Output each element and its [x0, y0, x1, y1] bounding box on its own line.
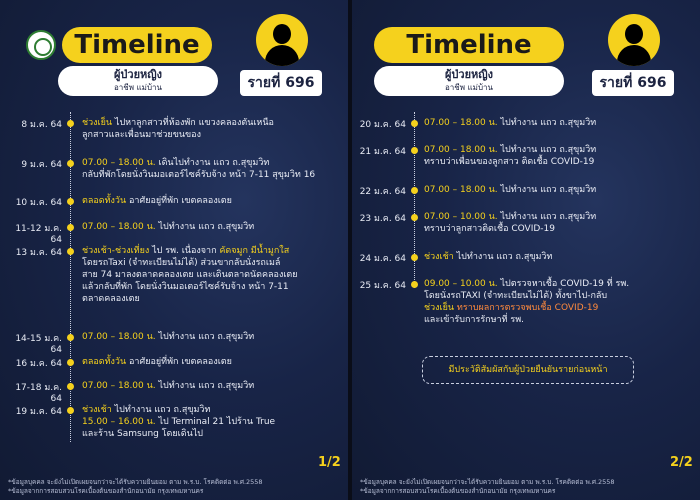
entry-date: 13 ม.ค. 64 [15, 248, 62, 258]
page-number: 1/2 [318, 455, 341, 470]
entry-date: 14-15 ม.ค. 64 [15, 334, 62, 355]
timeline-dot-icon [67, 334, 74, 341]
entry-text: 07.00 – 18.00 น. ไปทำงาน แถว ถ.สุขุมวิท [82, 381, 255, 391]
entry-text: 07.00 – 18.00 น. ไปทำงาน แถว ถ.สุขุมวิท [82, 332, 255, 342]
timeline-dot-icon [411, 120, 418, 127]
timeline-panel-2 [352, 0, 700, 500]
timeline-dot-icon [67, 407, 74, 414]
case-number: รายที่ 696 [240, 70, 322, 96]
footnote: *ข้อมูลบุคคล จะยังไม่เปิดเผยจนกว่าจะได้รับความยินยอม ตาม พ.ร.บ. โรคติดต่อ พ.ศ.2558 *ข้อมูลจากการสอบสวนโรคเบื้องต้นของสำนักอนามัย กรุงเทพมหานคร [360, 478, 615, 495]
entry-text: 07.00 – 18.00 น. ไปทำงาน แถว ถ.สุขุมวิท [82, 222, 255, 232]
patient-info [374, 66, 564, 96]
timeline-dot-icon [411, 254, 418, 261]
patient-occupation: อาชีพ แม่บ้าน [444, 83, 493, 92]
bangkok-seal-logo [26, 30, 56, 60]
entry-text: ช่วงเช้า ไปทำงาน แถว ถ.สุขุมวิท 15.00 – 16.00 น. ไป Terminal 21 ไปร้าน True และร้าน Samsung โดยเดินไป [82, 405, 276, 439]
case-number: รายที่ 696 [592, 70, 674, 96]
timeline-title: Timeline [62, 27, 212, 63]
entry-text: ช่วงเช้า-ช่วงเที่ยง ไป รพ. เนื่องจาก คัดจมูก มีน้ำมูกใส โดยรถTaxi (จำทะเบียนไม่ได้) ส่วนขากลับนั่งรถเมล์ สาย 74 มาลงตลาดคลองเตย และเดินตลาดนัดคลองเตย แล้วกลับที่พัก โดยนั่งวินมอเตอร์ไซค์รับจ้าง หน้า 7-11 ตลาดคลองเตย [82, 246, 298, 304]
entry-date: 20 ม.ค. 64 [359, 120, 406, 130]
entry-date: 22 ม.ค. 64 [359, 187, 406, 197]
entry-date: 23 ม.ค. 64 [359, 214, 406, 224]
entry-text: ตลอดทั้งวัน อาศัยอยู่ที่พัก เขตคลองเตย [82, 357, 232, 367]
patient-gender: ผู้ป่วยหญิง [444, 68, 494, 81]
timeline-line [414, 112, 415, 288]
patient-occupation: อาชีพ แม่บ้าน [113, 83, 162, 92]
timeline-panel-1 [0, 0, 348, 500]
timeline-dot-icon [67, 160, 74, 167]
timeline-dot-icon [411, 281, 418, 288]
entry-date: 8 ม.ค. 64 [21, 120, 62, 130]
entry-text: ตลอดทั้งวัน อาศัยอยู่ที่พัก เขตคลองเตย [82, 196, 232, 206]
person-silhouette-icon [608, 14, 660, 66]
timeline-dot-icon [411, 214, 418, 221]
timeline-dot-icon [67, 120, 74, 127]
timeline-dot-icon [67, 359, 74, 366]
entry-date: 11-12 ม.ค. 64 [15, 224, 62, 245]
contact-history-note: มีประวัติสัมผัสกับผู้ป่วยยืนยันรายก่อนหน้า [422, 356, 634, 384]
entry-text: ช่วงเย็น ไปหาลูกสาวที่ห้องพัก แขวงคลองตันเหนือ ลูกสาวและเพื่อนมาช่วยขนของ [82, 118, 274, 140]
timeline-dot-icon [67, 248, 74, 255]
entry-date: 17-18 ม.ค. 64 [15, 383, 62, 404]
entry-text: ช่วงเช้า ไปทำงาน แถว ถ.สุขุมวิท [424, 252, 553, 262]
entry-date: 24 ม.ค. 64 [359, 254, 406, 264]
patient-info [58, 66, 218, 96]
entry-text: 07.00 – 18.00 น. ไปทำงาน แถว ถ.สุขุมวิท [424, 185, 597, 195]
timeline-dot-icon [411, 147, 418, 154]
footnote: *ข้อมูลบุคคล จะยังไม่เปิดเผยจนกว่าจะได้รับความยินยอม ตาม พ.ร.บ. โรคติดต่อ พ.ศ.2558 *ข้อมูลจากการสอบสวนโรคเบื้องต้นของสำนักอนามัย กรุงเทพมหานคร [8, 478, 263, 495]
entry-date: 9 ม.ค. 64 [21, 160, 62, 170]
timeline-title: Timeline [374, 27, 564, 63]
entry-date: 21 ม.ค. 64 [359, 147, 406, 157]
timeline-dot-icon [67, 224, 74, 231]
entry-text: 07.00 – 18.00 น. ไปทำงาน แถว ถ.สุขุมวิท ทราบว่าเพื่อนของลูกสาว ติดเชื้อ COVID-19 [424, 145, 597, 167]
patient-gender: ผู้ป่วยหญิง [113, 68, 163, 81]
entry-date: 19 ม.ค. 64 [15, 407, 62, 417]
entry-text: 07.00 – 10.00 น. ไปทำงาน แถว ถ.สุขุมวิท ทราบว่าลูกสาวติดเชื้อ COVID-19 [424, 212, 597, 234]
page-number: 2/2 [670, 455, 693, 470]
entry-text: 07.00 – 18.00 น. เดินไปทำงาน แถว ถ.สุขุมวิท กลับที่พักโดยนั่งวินมอเตอร์ไซค์รับจ้าง หน้า 7-11 สุขุมวิท 16 [82, 158, 316, 180]
entry-date: 10 ม.ค. 64 [15, 198, 62, 208]
person-silhouette-icon [256, 14, 308, 66]
entry-date: 16 ม.ค. 64 [15, 359, 62, 369]
timeline-dot-icon [67, 383, 74, 390]
entry-text: 09.00 – 10.00 น. ไปตรวจหาเชื้อ COVID-19 ที่ รพ. โดยนั่งรถTAXI (จำทะเบียนไม่ได้) ทั้งขาไป-กลับ ช่วงเย็น ทราบผลการตรวจพบเชื้อ COVID-19 และเข้ารับการรักษาที่ รพ. [424, 279, 630, 325]
entry-date: 25 ม.ค. 64 [359, 281, 406, 291]
timeline-dot-icon [67, 198, 74, 205]
entry-text: 07.00 – 18.00 น. ไปทำงาน แถว ถ.สุขุมวิท [424, 118, 597, 128]
timeline-dot-icon [411, 187, 418, 194]
